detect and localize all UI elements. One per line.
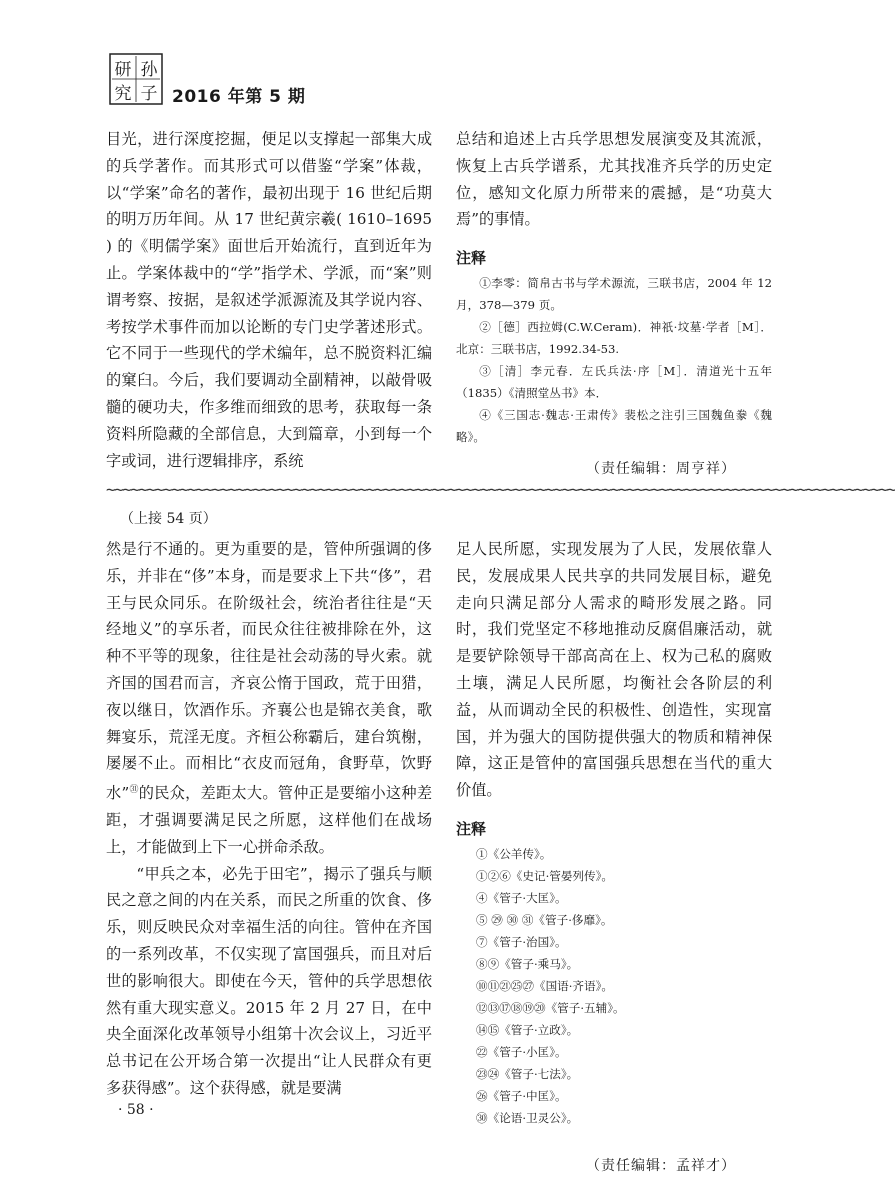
- page-number: · 58 ·: [118, 1102, 154, 1118]
- bottom-left-paragraph-2: “甲兵之本，必先于田宅”，揭示了强兵与顺民之意之间的内在关系，而民之所重的饮食、侈乐，则反映民众对幸福生活的向往。管仲在齐国的一系列改革，不仅实现了富国强兵，而且对后世的影响很大。即使在今天，管仲的兵学思想依然有重大现实意义。2015 年 2 月 27 日，在中央全面深化改革领导小组第十次会议上，习近平总书记在公开场合第一次提出“让人民群众有更多获得感”。这个获得感，就是要满: [106, 864, 432, 1097]
- notes-heading: 注释: [456, 249, 487, 268]
- footnote: ①李零：简帛古书与学术源流，三联书店，2004 年 12 月，378—379 页。: [456, 276, 772, 313]
- notes-heading: 注释: [456, 819, 487, 838]
- footnote: ④《三国志·魏志·王肃传》裴松之注引三国魏鱼豢《魏略》。: [456, 408, 772, 445]
- top-right-paragraph: 总结和追述上古兵学思想发展演变及其流派，恢复上古兵学谱系，尤其找准齐兵学的历史定位，感知文化原力所带来的震撼，是“功莫大焉”的事情。: [456, 130, 772, 229]
- footnote: ⑧⑨《管子·乘马》。: [476, 956, 579, 971]
- footnote: ㉖《管子·中匡》。: [476, 1088, 567, 1103]
- top-left-paragraph: 目光，进行深度挖掘，便足以支撑起一部集大成的兵学著作。而其形式可以借鉴“学案”体裁，以“学案”命名的著作，最初出现于 16 世纪后期的明万历年间。从 17 世纪黄宗羲( 1610–1695 ) 的《明儒学案》面世后开始流行，直到近年为止。学案体裁中的“学”指学术、学派，而“案”则谓考察、按据，是叙述学派源流及其学说内容、考按学术事件而加以论断的专门史学著述形式。它不同于一些现代的学术编年，总不脱资料汇编的窠臼。今后，我们要调动全副精神，以敲骨吸髓的硬功夫，作多维而细致的思考，获取每一条资料所隐藏的全部信息，大到篇章，小到每一个字或词，进行逻辑排序，系统: [106, 130, 432, 470]
- footnote: ②［德］西拉姆(C.W.Ceram)．神祇·坟墓·学者［M］．北京：三联书店，1992.34-53.: [456, 320, 772, 357]
- footnote: ⑫⑬⑰⑱⑲⑳《管子·五辅》。: [476, 1000, 625, 1015]
- issue-label: 2016 年第 5 期: [172, 87, 306, 107]
- journal-logo: [108, 52, 164, 106]
- top-left-column: [106, 126, 432, 474]
- footnote: ④《管子·大匡》。: [476, 890, 567, 905]
- footnote: ⑤ ㉙ ㉚ ㉛《管子·侈靡》。: [476, 912, 613, 927]
- footnote: ㉚《论语·卫灵公》。: [476, 1110, 579, 1125]
- editor-credit: （责任编辑：孟祥才）: [586, 1157, 736, 1174]
- wavy-divider: ~~~~~~~~~~~~~~~~~~~~~~~~~~~~~~~~~~~~~~~~~~~~~~~~~~~~~~~~~~~~~~~~~~~~~~~~~~~~~~~~~~~~~~~~~~~~~~~~~: [106, 480, 895, 499]
- svg-text:孙: 孙: [140, 60, 158, 80]
- top-right-column: [456, 126, 772, 478]
- footnote: ㉒《管子·小匡》。: [476, 1044, 567, 1059]
- svg-text:研: 研: [114, 60, 132, 80]
- bottom-left-paragraph-1: 然是行不通的。更为重要的是，管仲所强调的侈乐，并非在“侈”本身，而是要求上下共“侈”，君王与民众同乐。在阶级社会，统治者往往是“天经地义”的享乐者，而民众往往被排除在外，这种不平等的现象，往往是社会动荡的导火索。就齐国的国君而言，齐哀公惰于国政，荒于田猎，夜以继日，饮酒作乐。齐襄公也是锦衣美食，歌舞宴乐，荒淫无度。齐桓公称霸后，建台筑榭，屡屡不止。而相比“衣皮而冠角，食野草，饮野水”$^㉛$的民众，差距太大。管仲正是要缩小这种差距，才强调要满足民之所愿，这样他们在战场上，才能做到上下一心拼命杀敌。: [106, 540, 433, 856]
- svg-text:究: 究: [114, 84, 132, 104]
- footnote: ①《公羊传》。: [476, 846, 552, 861]
- footnote: ⑭⑮《管子·立政》。: [476, 1022, 579, 1037]
- continued-label: （上接 54 页）: [120, 511, 217, 527]
- footnote: ①②⑥《史记·管晏列传》。: [476, 868, 614, 883]
- footnote: ③［清］李元春．左氏兵法·序［M］．清道光十五年（1835）《清照堂丛书》本．: [456, 364, 772, 401]
- footnote: ㉓㉔《管子·七法》。: [476, 1066, 579, 1081]
- editor-credit: （责任编辑：周亨祥）: [586, 461, 736, 478]
- page-header: [108, 52, 798, 112]
- svg-text:子: 子: [140, 84, 158, 104]
- footnote-ref: ㉛: [129, 785, 139, 796]
- footnote: ⑦《管子·治国》。: [476, 934, 567, 949]
- footnote: ⑩⑪㉑㉕㉗《国语·齐语》。: [476, 978, 614, 993]
- bottom-left-column: [106, 536, 432, 1102]
- bottom-right-paragraph: 足人民所愿，实现发展为了人民，发展依靠人民，发展成果人民共享的共同发展目标，避免走向只满足部分人需求的畸形发展之路。同时，我们党坚定不移地推动反腐倡廉活动，就是要铲除领导干部高高在上、权为己私的腐败土壤，满足人民所愿，均衡社会各阶层的利益，从而调动全民的积极性、创造性，实现富国，并为强大的国防提供强大的物质和精神保障，这正是管仲的富国强兵思想在当代的重大价值。: [456, 540, 772, 800]
- bottom-right-column: [456, 536, 772, 1175]
